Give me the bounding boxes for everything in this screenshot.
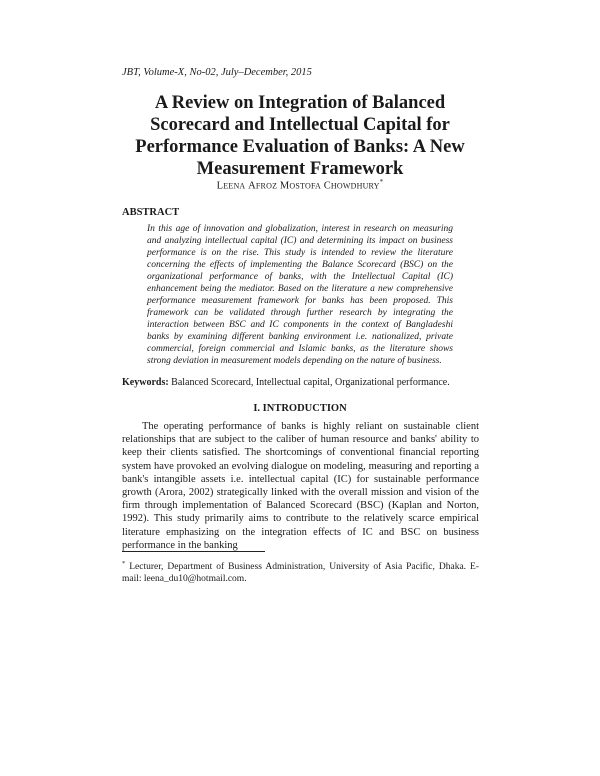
introduction-body: The operating performance of banks is highly reliant on sustainable client relationships that are subject to the caliber of human resource and banks' ability to keep their clients satisfied. The shortcomings of conventional financial reporting system have provoked an evolving dialogue on modeling, measuring and reporting a bank's intangible assets i.e. intellectual capital (IC) for sustainable performance growth (Arora, 2002) strategically linked with the overall mission and vision of the firm through implementation of Balanced Scorecard (BSC) (Kaplan and Norton, 1992). This study primarily aims to contribute to the relatively scarce empirical literature emphasizing on the integration effects of IC and BSC on business performance in the banking — [122, 421, 479, 551]
author-name: LEENA AFROZ MOSTOFA CHOWDHURY* — [216, 178, 384, 192]
footnote-marker: * — [122, 560, 126, 567]
keywords-label: Keywords: — [122, 377, 169, 388]
paper-title — [120, 92, 480, 180]
author-footnote-marker: * — [379, 178, 384, 186]
journal-header: JBT, Volume-X, No-02, July–December, 2015 — [122, 67, 312, 78]
keywords — [122, 377, 482, 388]
footnote-divider — [122, 551, 265, 552]
abstract-body: In this age of innovation and globalization, interest in research on measuring and analyzing intellectual capital (IC) and determining its impact on business performance is on the rise. This study is intended to review the literature concerning the effects of implementing the Balance Scorecard (BSC) on the organizational performance of banks, with the Intellectual Capital (IC) enhancement being the mediator. Based on the literature a new comprehensive performance measurement framework for banks has been proposed. This framework can be validated through further research by integrating the interaction between BSC and IC components in the context of Bangladeshi banks by examining different banking environment i.e. nationalized, private commercial, foreign commercial and Islamic banks, as the literature shows strong deviation in measurement models depending on the nature of business. — [147, 224, 453, 366]
title-line: A Review on Integration of Balanced — [154, 93, 446, 113]
keywords-text: Balanced Scorecard, Intellectual capital, Organizational performance. — [171, 377, 450, 388]
footnote-text: Lecturer, Department of Business Administration, University of Asia Pacific, Dhaka. E-mail: leena_du10@hotmail.com. — [122, 562, 480, 585]
title-line: Measurement Framework — [196, 159, 404, 179]
title-line: Performance Evaluation of Banks: A New — [135, 137, 465, 157]
abstract-heading: ABSTRACT — [122, 207, 180, 218]
footnote — [122, 558, 479, 585]
section-heading: I. INTRODUCTION — [253, 403, 347, 414]
title-line: Scorecard and Intellectual Capital for — [150, 115, 450, 135]
